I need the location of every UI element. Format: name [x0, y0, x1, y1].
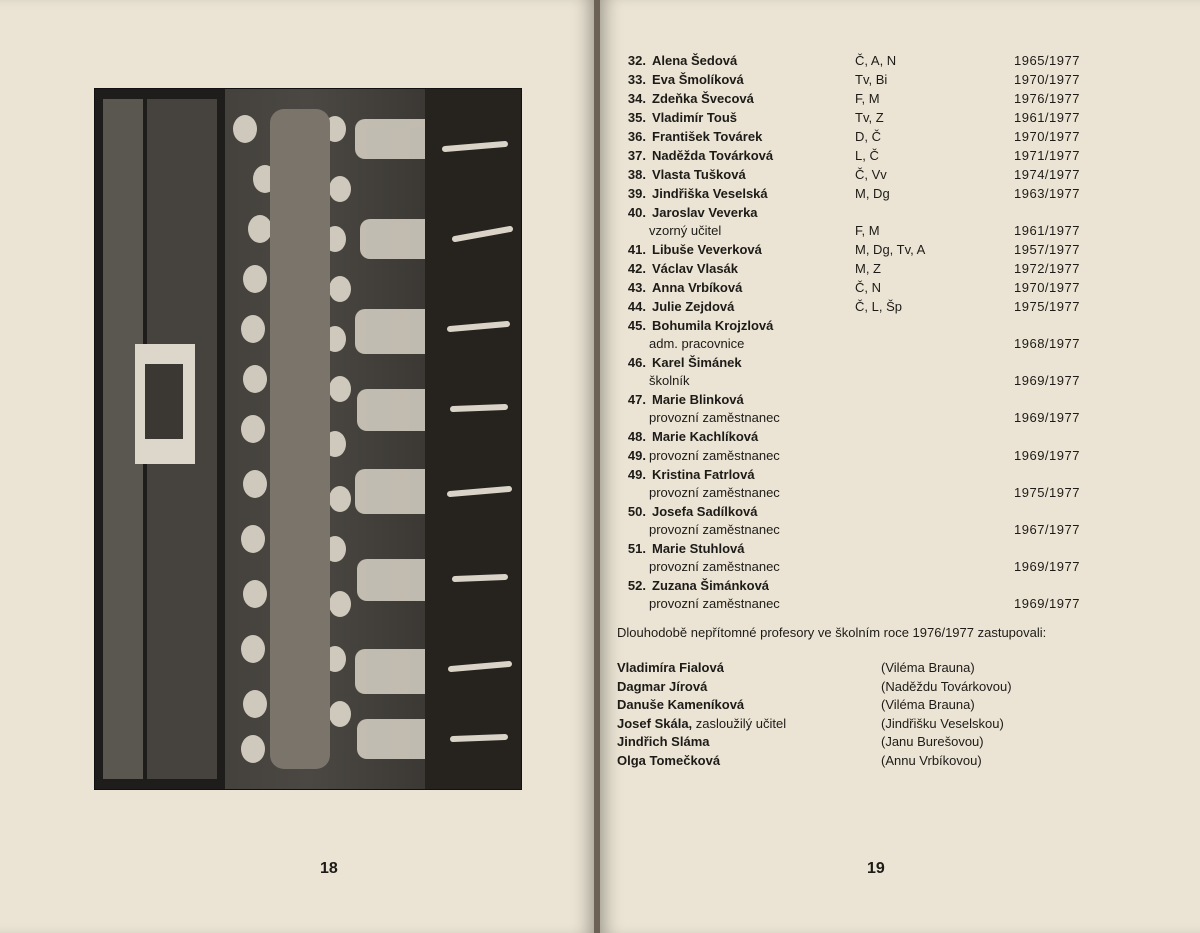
staff-row [612, 261, 1172, 280]
staff-subjects: M, Z [855, 261, 881, 276]
staff-role: provozní zaměstnanec [649, 596, 780, 611]
staff-years: 1970/1977 [1014, 280, 1080, 295]
substitution-row [617, 753, 1177, 772]
page-number-left: 18 [320, 860, 338, 877]
staff-number: 50. [627, 504, 646, 519]
staff-row [612, 467, 1172, 504]
substitution-row [617, 660, 1177, 679]
staff-name: provozní zaměstnanec [649, 448, 780, 463]
staff-row [612, 186, 1172, 205]
staff-row [612, 504, 1172, 541]
staff-name: Josefa Sadílková [652, 504, 758, 519]
staff-number: 44. [627, 299, 646, 314]
substitute-name: Danuše Kameníková [617, 697, 745, 712]
right-page [600, 0, 1200, 933]
staff-role: provozní zaměstnanec [649, 559, 780, 574]
staff-name: Vladimír Touš [652, 110, 737, 125]
staff-number: 49. [627, 448, 646, 463]
staff-name: Julie Zejdová [652, 299, 735, 314]
staff-row [612, 355, 1172, 392]
page-number-right: 19 [867, 860, 885, 877]
staff-number: 43. [627, 280, 646, 295]
staff-subjects: Tv, Z [855, 110, 884, 125]
substitution-teacher [617, 753, 720, 768]
substitution-teacher [617, 697, 744, 712]
staff-subjects: Č, L, Šp [855, 299, 902, 314]
staff-subjects: Č, N [855, 280, 881, 295]
staff-years: 1969/1977 [1014, 410, 1080, 425]
substitution-row [617, 697, 1177, 716]
staff-name: Naděžda Továrková [652, 148, 774, 163]
staff-number: 37. [627, 148, 646, 163]
substitution-teacher [617, 660, 724, 675]
substitution-row [617, 679, 1177, 698]
staff-name: Libuše Veverková [652, 242, 762, 257]
staff-name: Bohumila Krojzlová [652, 318, 774, 333]
staff-row [612, 541, 1172, 578]
substituted-for: (Naděždu Továrkovou) [881, 678, 1012, 694]
staff-number: 38. [627, 167, 646, 182]
group-photo-image [95, 89, 521, 789]
staff-name: Anna Vrbíková [652, 280, 743, 295]
staff-years: 1970/1977 [1014, 129, 1080, 144]
staff-row [612, 392, 1172, 429]
staff-role: adm. pracovnice [649, 336, 745, 351]
staff-years: 1968/1977 [1014, 336, 1080, 351]
staff-years: 1976/1977 [1014, 91, 1080, 106]
staff-row [612, 280, 1172, 299]
staff-name: Alena Šedová [652, 53, 738, 68]
substitution-intro: Dlouhodobě nepřítomné profesory ve školním roce 1976/1977 zastupovali: [617, 625, 1047, 640]
substitute-name: Vladimíra Fialová [617, 660, 724, 675]
staff-role: provozní zaměstnanec [649, 410, 780, 425]
staff-name: Zuzana Šimánková [652, 578, 770, 593]
staff-role: provozní zaměstnanec [649, 485, 780, 500]
substitution-teacher [617, 716, 786, 731]
staff-years: 1969/1977 [1014, 596, 1080, 611]
staff-years: 1970/1977 [1014, 72, 1080, 87]
staff-number: 42. [627, 261, 646, 276]
staff-subjects: L, Č [855, 148, 879, 163]
staff-name: Vlasta Tušková [652, 167, 746, 182]
staff-subjects: F, M [855, 91, 880, 106]
substitution-list [617, 660, 1177, 771]
staff-list [612, 53, 1172, 615]
staff-role: vzorný učitel [649, 223, 722, 238]
staff-row [612, 299, 1172, 318]
staff-row [612, 129, 1172, 148]
staff-number: 52. [627, 578, 646, 593]
staff-subjects: Č, A, N [855, 53, 897, 68]
substitution-teacher [617, 679, 707, 694]
staff-number: 47. [627, 392, 646, 407]
substitute-name: Jindřich Sláma [617, 734, 710, 749]
staff-number: 45. [627, 318, 646, 333]
substitute-name: Olga Tomečková [617, 752, 721, 768]
staff-name: Kristina Fatrlová [652, 467, 755, 482]
staff-row [612, 91, 1172, 110]
substitution-teacher [617, 734, 709, 749]
staff-number: 32. [627, 53, 646, 68]
staff-number: 40. [627, 205, 646, 220]
staff-years: 1975/1977 [1014, 299, 1080, 314]
substitute-name: Josef Skála, [617, 715, 693, 731]
staff-row [612, 448, 1172, 467]
staff-years: 1975/1977 [1014, 485, 1080, 500]
staff-number: 48. [627, 429, 646, 444]
staff-years: 1972/1977 [1014, 261, 1080, 276]
staff-years: 1961/1977 [1014, 110, 1080, 125]
staff-row [612, 148, 1172, 167]
staff-years: 1963/1977 [1014, 186, 1080, 201]
substitute-title: zasloužilý učitel [692, 715, 787, 731]
staff-row [612, 242, 1172, 261]
substituted-for: (Viléma Brauna) [881, 660, 975, 675]
group-photo [94, 88, 522, 790]
staff-name: Marie Kachlíková [652, 429, 759, 444]
staff-name: Jaroslav Veverka [652, 205, 758, 220]
staff-row [612, 110, 1172, 129]
staff-row [612, 53, 1172, 72]
substitute-name: Dagmar Jírová [617, 678, 708, 694]
staff-role: provozní zaměstnanec [649, 522, 780, 537]
staff-number: 39. [627, 186, 646, 201]
staff-name: František Továrek [652, 129, 763, 144]
staff-years: 1965/1977 [1014, 53, 1080, 68]
staff-row [612, 429, 1172, 448]
staff-number: 41. [627, 242, 646, 257]
substitution-row [617, 716, 1177, 735]
staff-subjects: M, Dg, Tv, A [855, 242, 926, 257]
staff-subjects: D, Č [855, 129, 881, 144]
staff-name: Eva Šmolíková [652, 72, 744, 87]
staff-row [612, 167, 1172, 186]
staff-years: 1969/1977 [1014, 373, 1080, 388]
staff-row [612, 205, 1172, 242]
staff-subjects: F, M [855, 223, 880, 238]
staff-subjects: Č, Vv [855, 167, 887, 182]
substituted-for: (Viléma Brauna) [881, 697, 975, 712]
staff-subjects: M, Dg [855, 186, 890, 201]
staff-role: školník [649, 373, 690, 388]
staff-name: Jindřiška Veselská [652, 186, 768, 201]
staff-number: 49. [627, 467, 646, 482]
staff-years: 1967/1977 [1014, 522, 1080, 537]
staff-years: 1969/1977 [1014, 559, 1080, 574]
substitution-row [617, 734, 1177, 753]
staff-number: 51. [627, 541, 646, 556]
staff-name: Marie Blinková [652, 392, 744, 407]
left-page [0, 0, 594, 933]
staff-row [612, 72, 1172, 91]
staff-years: 1974/1977 [1014, 167, 1080, 182]
staff-name: Marie Stuhlová [652, 541, 745, 556]
staff-years: 1961/1977 [1014, 223, 1080, 238]
staff-years: 1969/1977 [1014, 448, 1080, 463]
staff-number: 36. [627, 129, 646, 144]
staff-years: 1957/1977 [1014, 242, 1080, 257]
staff-years: 1971/1977 [1014, 148, 1080, 163]
staff-number: 33. [627, 72, 646, 87]
staff-name: Karel Šimánek [652, 355, 742, 370]
staff-number: 34. [627, 91, 646, 106]
staff-name: Václav Vlasák [652, 261, 739, 276]
staff-number: 35. [627, 110, 646, 125]
staff-row [612, 318, 1172, 355]
substituted-for: (Janu Burešovou) [881, 734, 984, 749]
staff-subjects: Tv, Bi [855, 72, 888, 87]
staff-number: 46. [627, 355, 646, 370]
substituted-for: (Jindřišku Veselskou) [881, 715, 1004, 731]
staff-row [612, 578, 1172, 615]
staff-name: Zdeňka Švecová [652, 91, 754, 106]
substituted-for: (Annu Vrbíkovou) [881, 752, 982, 768]
